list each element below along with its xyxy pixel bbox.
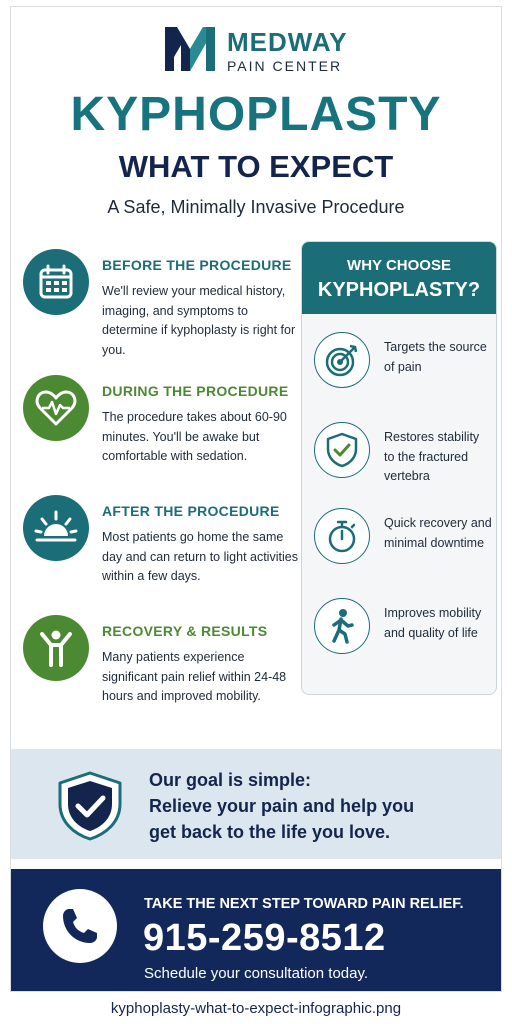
step-body: Many patients experience significant pain relief within 24-48 hours and improved mobility. [102, 650, 287, 703]
benefit-text: Improves mobility and quality of life [384, 606, 482, 640]
step-title: DURING THE PROCEDURE [102, 383, 289, 399]
brand-logo [163, 21, 373, 77]
goal-line2: Relieve your pain and help you [149, 796, 415, 816]
infographic [10, 6, 502, 992]
goal-text [149, 767, 414, 845]
goal-line1: Our goal is simple: [149, 770, 312, 790]
benefit-text: Targets the source of pain [384, 340, 487, 374]
step-title: RECOVERY & RESULTS [102, 623, 268, 639]
why-heading-line1: WHY CHOOSE [347, 257, 451, 274]
benefit-text: Restores stability to the fractured vertebra [384, 430, 480, 483]
cta-subtext: Schedule your consultation today. [144, 965, 369, 982]
goal-banner [11, 749, 501, 859]
cta-banner [11, 869, 501, 992]
walking-person-icon [314, 598, 370, 654]
why-choose-panel [301, 241, 497, 695]
step-title: AFTER THE PROCEDURE [102, 503, 280, 519]
phone-number-link[interactable]: 915-259-8512 [143, 917, 386, 959]
target-icon [314, 332, 370, 388]
stopwatch-icon [314, 508, 370, 564]
phone-icon[interactable] [43, 889, 117, 963]
sunrise-icon [23, 495, 89, 561]
brand-subtitle: PAIN CENTER [227, 58, 343, 74]
page-subtitle: WHAT TO EXPECT [118, 149, 394, 184]
benefit-item [314, 508, 490, 568]
benefit-item [314, 332, 490, 392]
benefit-item [314, 598, 490, 658]
why-heading-line2: KYPHOPLASTY? [317, 279, 481, 301]
calendar-icon [23, 249, 89, 315]
benefit-text: Quick recovery and minimal downtime [384, 516, 492, 550]
medway-logo-icon [163, 23, 217, 73]
step-body: The procedure takes about 60-90 minutes. You'll be awake but comfortable with sedation. [102, 410, 287, 463]
heartbeat-icon [23, 375, 89, 441]
step-body: We'll review your medical history, imaging, and symptoms to determine if kyphoplasty is right for you. [102, 284, 296, 357]
cta-heading: TAKE THE NEXT STEP TOWARD PAIN RELIEF. [144, 896, 464, 912]
step-body: Most patients go home the same day and can return to light activities within a few days. [102, 530, 298, 583]
image-filename: kyphoplasty-what-to-expect-infographic.png [110, 1000, 402, 1017]
step-title: BEFORE THE PROCEDURE [102, 257, 292, 273]
person-arms-up-icon [23, 615, 89, 681]
benefit-item [314, 422, 490, 482]
why-choose-header [302, 242, 496, 314]
brand-name: MEDWAY [227, 27, 348, 57]
shield-check-icon [57, 771, 123, 841]
shield-check-icon [314, 422, 370, 478]
goal-line3: get back to the life you love. [149, 822, 391, 842]
tagline: A Safe, Minimally Invasive Procedure [107, 197, 405, 217]
page-title: KYPHOPLASTY [70, 88, 442, 141]
